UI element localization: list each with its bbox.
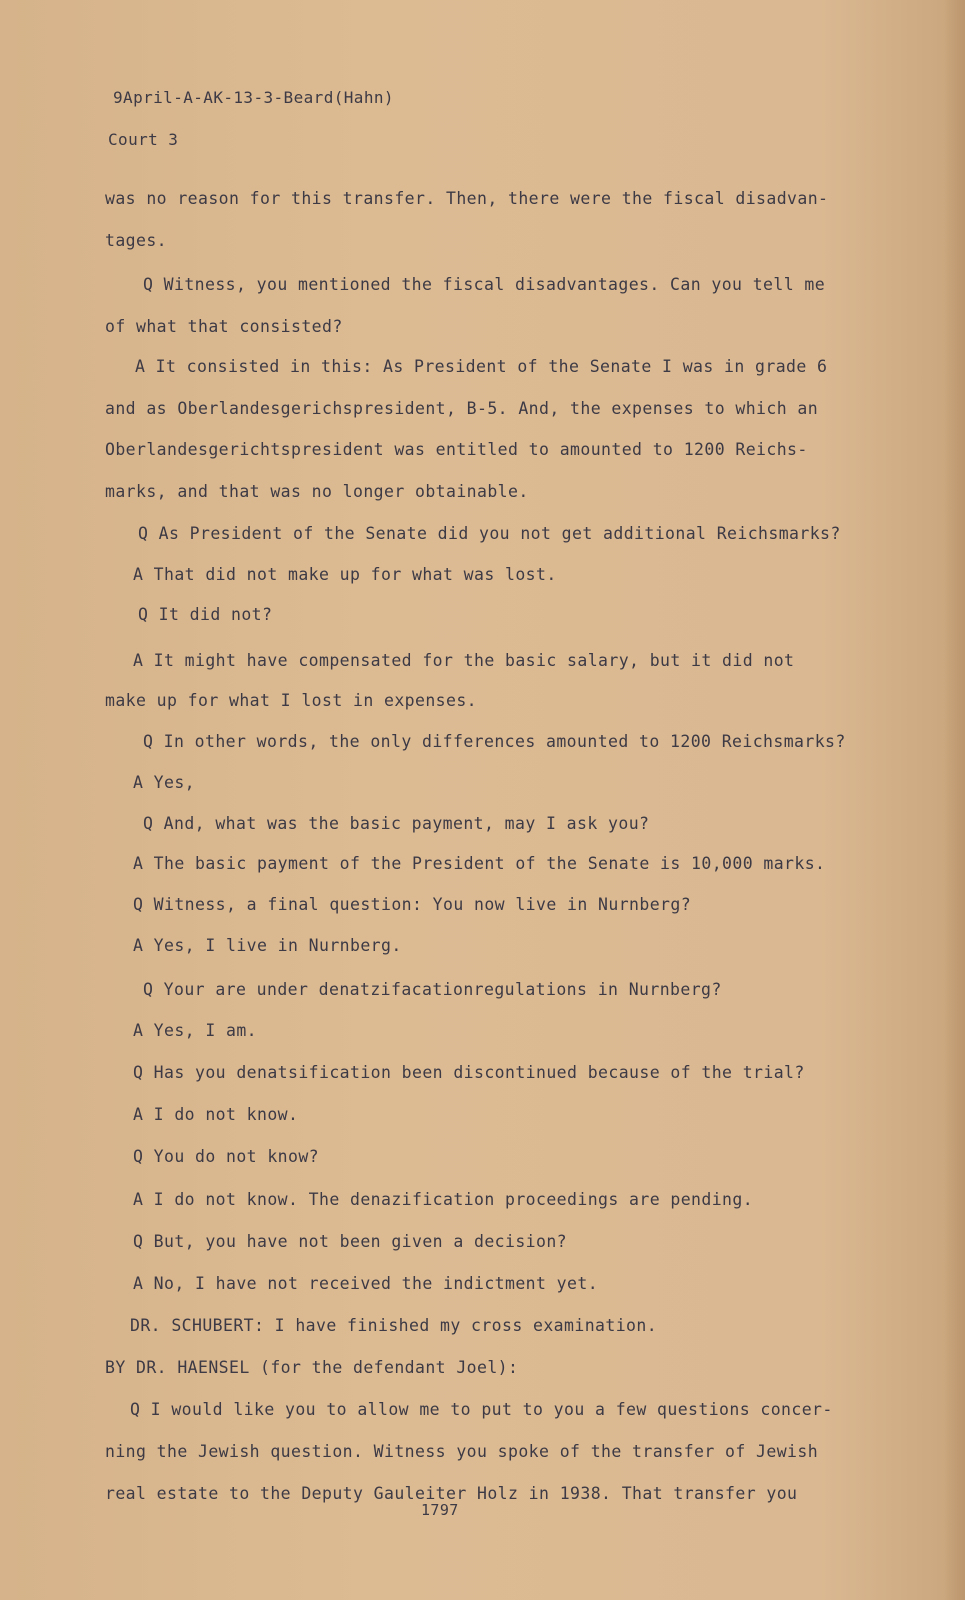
transcript-line: Q In other words, the only differences amounted to 1200 Reichsmarks? [143,732,846,751]
transcript-line: A That did not make up for what was lost. [133,565,557,584]
transcript-line: and as Oberlandesgerichspresident, B-5. And, the expenses to which an [105,399,819,418]
transcript-line: DR. SCHUBERT: I have finished my cross examination. [130,1316,658,1335]
transcript-line: real estate to the Deputy Gauleiter Holz in 1938. That transfer you [105,1484,798,1503]
transcript-line: A The basic payment of the President of the Senate is 10,000 marks. [133,854,826,873]
transcript-line: ning the Jewish question. Witness you spoke of the transfer of Jewish [105,1442,819,1461]
transcript-line: A No, I have not received the indictment yet. [133,1274,599,1293]
transcript-line: Q Witness, you mentioned the fiscal disadvantages. Can you tell me [143,275,826,294]
transcript-line: of what that consisted? [105,317,343,336]
header-reference: 9April-A-AK-13-3-Beard(Hahn) [113,88,394,107]
transcript-line: A I do not know. The denazification proceedings are pending. [133,1190,754,1209]
transcript-line: A Yes, I live in Nurnberg. [133,936,402,955]
transcript-line: Q I would like you to allow me to put to you a few questions concer- [130,1400,833,1419]
header-court: Court 3 [108,130,179,149]
transcript-line: tages. [105,231,168,250]
transcript-line: make up for what I lost in expenses. [105,691,478,710]
transcript-line: Q Witness, a final question: You now live in Nurnberg? [133,895,692,914]
transcript-line: Oberlandesgerichtspresident was entitled to amounted to 1200 Reichs- [105,440,808,459]
transcript-line: BY DR. HAENSEL (for the defendant Joel): [105,1358,519,1377]
transcript-line: Q As President of the Senate did you not get additional Reichsmarks? [138,524,841,543]
transcript-line: A I do not know. [133,1105,299,1124]
transcript-line: A Yes, I am. [133,1021,258,1040]
transcript-line: Q Has you denatsification been discontinued because of the trial? [133,1063,805,1082]
transcript-line: Q You do not know? [133,1147,320,1166]
transcript-line: A Yes, [133,773,196,792]
transcript-line: was no reason for this transfer. Then, there were the fiscal disadvan- [105,189,829,208]
transcript-line: A It consisted in this: As President of the Senate I was in grade 6 [135,357,828,376]
paper-edge-shadow [943,0,965,1600]
transcript-line: marks, and that was no longer obtainable. [105,482,529,501]
transcript-line: Q But, you have not been given a decision? [133,1232,568,1251]
page-number: 1797 [421,1501,459,1519]
transcript-line: A It might have compensated for the basic salary, but it did not [133,651,795,670]
transcript-line: Q It did not? [138,605,273,624]
transcript-line: Q And, what was the basic payment, may I ask you? [143,814,650,833]
transcript-line: Q Your are under denatzifacationregulations in Nurnberg? [143,980,722,999]
